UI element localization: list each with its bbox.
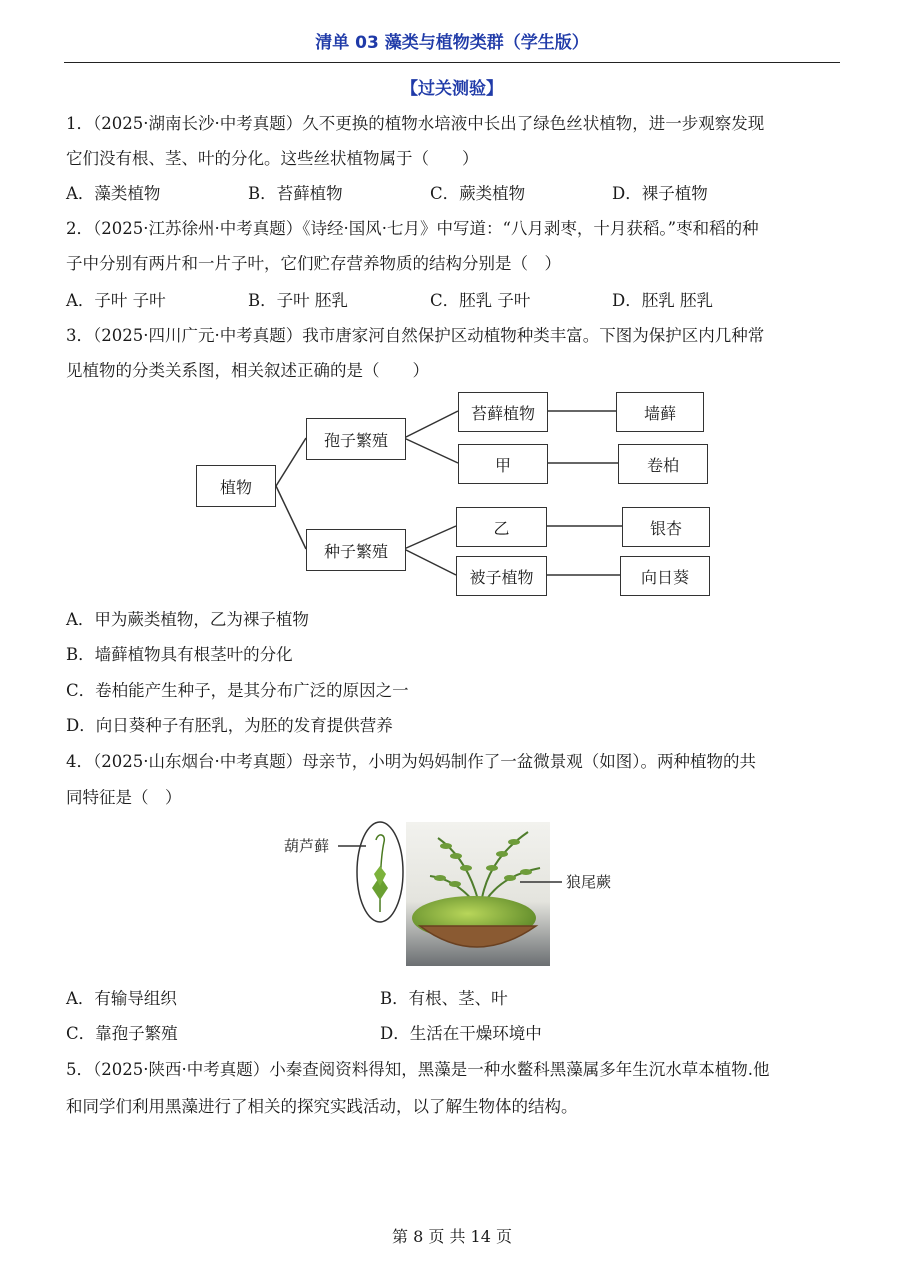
q4-stem-line1: 4．（2025·山东烟台·中考真题）母亲节，小明为妈妈制作了一盆微景观（如图）。两种植物的共	[66, 752, 756, 771]
node-sunflower: 向日葵	[620, 556, 710, 596]
node-wall-moss: 墙藓	[616, 392, 704, 432]
q3-stem-line1: 3．（2025·四川广元·中考真题）我市唐家河自然保护区动植物种类丰富。下图为保护区内几种常	[66, 326, 765, 345]
q3-option-d[interactable]: D．向日葵种子有胚乳，为胚的发育提供营养	[66, 716, 393, 735]
figure-label-fern: 狼尾蕨	[566, 873, 612, 891]
q3-option-a[interactable]: A．甲为蕨类植物，乙为裸子植物	[66, 610, 309, 629]
node-ginkgo: 银杏	[622, 507, 710, 547]
q2-stem-line1: 2．（2025·江苏徐州·中考真题）《诗经·国风·七月》中写道：“八月剥枣，十月获稻。”枣和稻的种	[66, 219, 759, 238]
q3-option-c[interactable]: C．卷柏能产生种子，是其分布广泛的原因之一	[66, 681, 409, 700]
figure-label-moss: 葫芦藓	[284, 837, 330, 855]
node-yi: 乙	[456, 507, 547, 547]
q2-option-b[interactable]: B．子叶 胚乳	[248, 291, 348, 310]
page-footer: 第 8 页 共 14 页	[392, 1227, 512, 1246]
node-selaginella: 卷柏	[618, 444, 708, 484]
q5-stem-line1: 5．（2025·陕西·中考真题）小秦查阅资料得知，黑藻是一种水鳖科黑藻属多年生沉水草本植物.他	[66, 1060, 770, 1079]
q1-option-a[interactable]: A．藻类植物	[66, 184, 161, 203]
q1-stem-line2: 它们没有根、茎、叶的分化。这些丝状植物属于（ ）	[66, 149, 479, 168]
node-moss: 苔藓植物	[458, 392, 548, 432]
node-seed-reproduction: 种子繁殖	[306, 529, 406, 571]
q2-option-d[interactable]: D．胚乳 胚乳	[612, 291, 713, 310]
section-title: 【过关测验】	[401, 79, 503, 99]
q2-stem-line2: 子中分别有两片和一片子叶，它们贮存营养物质的结构分别是（ ）	[66, 254, 561, 273]
q1-option-b[interactable]: B．苔藓植物	[248, 184, 343, 203]
q2-option-c[interactable]: C．胚乳 子叶	[430, 291, 531, 310]
q4-option-d[interactable]: D．生活在干燥环境中	[380, 1024, 542, 1043]
q4-option-a[interactable]: A．有输导组织	[66, 989, 177, 1008]
q4-option-c[interactable]: C．靠孢子繁殖	[66, 1024, 178, 1043]
q3-option-b[interactable]: B．墙藓植物具有根茎叶的分化	[66, 645, 293, 664]
q4-option-b[interactable]: B．有根、茎、叶	[380, 989, 508, 1008]
q4-stem-line2: 同特征是（ ）	[66, 788, 182, 807]
q1-option-c[interactable]: C．蕨类植物	[430, 184, 526, 203]
node-plant: 植物	[196, 465, 276, 507]
q2-option-a[interactable]: A．子叶 子叶	[66, 291, 166, 310]
q1-option-d[interactable]: D．裸子植物	[612, 184, 708, 203]
node-angiosperm: 被子植物	[456, 556, 547, 596]
document-header: 清单 03 藻类与植物类群（学生版）	[315, 33, 589, 53]
q5-stem-line2: 和同学们利用黑藻进行了相关的探究实践活动，以了解生物体的结构。	[66, 1097, 578, 1116]
node-spore-reproduction: 孢子繁殖	[306, 418, 406, 460]
q1-stem-line1: 1．（2025·湖南长沙·中考真题）久不更换的植物水培液中长出了绿色丝状植物，进一步观察发现	[66, 114, 765, 133]
q3-stem-line2: 见植物的分类关系图，相关叙述正确的是（ ）	[66, 361, 429, 380]
node-jia: 甲	[458, 444, 548, 484]
